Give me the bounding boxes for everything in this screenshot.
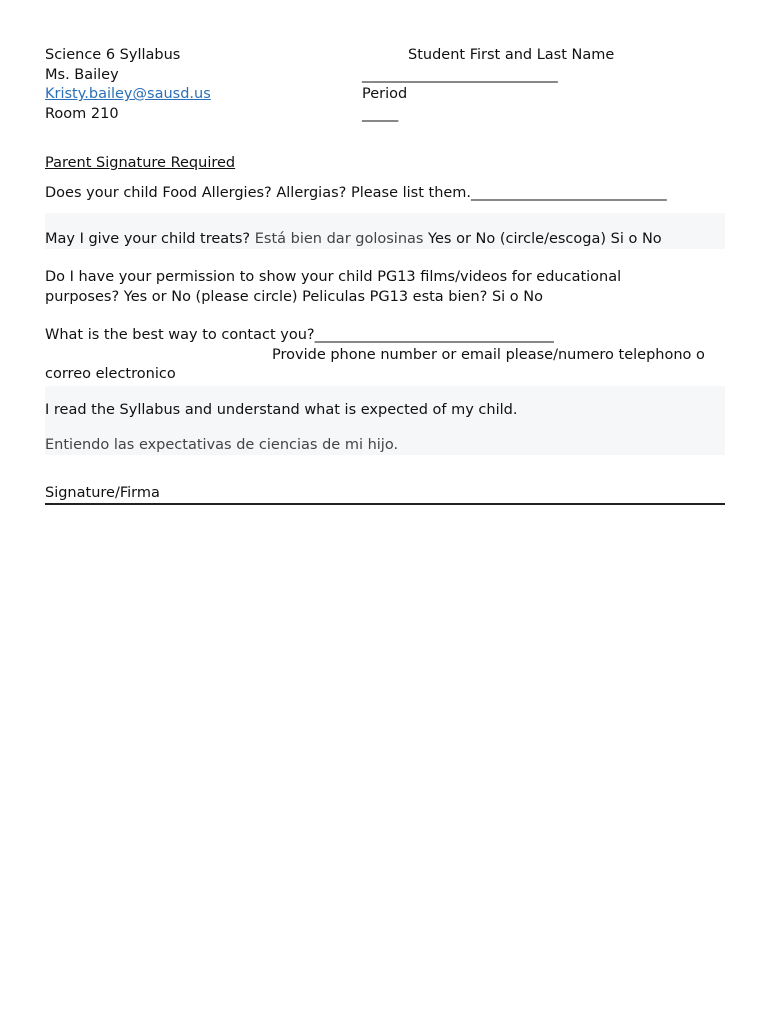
contact-blank[interactable]: _________________________________ xyxy=(314,327,554,343)
treats-question-en: May I give your child treats? xyxy=(45,231,255,247)
course-title: Science 6 Syllabus xyxy=(45,47,181,63)
signature-label: Signature/Firma xyxy=(45,485,160,501)
films-question-line2[interactable]: purposes? Yes or No (please circle) Peliculas PG13 esta bien? Si o No xyxy=(45,289,543,305)
contact-hint-line2: correo electronico xyxy=(45,366,176,382)
section-title: Parent Signature Required xyxy=(45,155,236,171)
teacher-email-link[interactable]: Kristy.bailey@sausd.us xyxy=(45,86,211,102)
treats-options[interactable]: Yes or No (circle/escoga) Si o No xyxy=(423,231,662,247)
contact-hint-line1: Provide phone number or email please/numero telephono o xyxy=(272,347,705,363)
syllabus-ack-en: I read the Syllabus and understand what is expected of my child. xyxy=(45,402,518,418)
student-name-blank[interactable]: ___________________________ xyxy=(362,67,558,83)
period-label: Period xyxy=(362,86,408,102)
treats-question-es: Está bien dar golosinas xyxy=(254,231,424,247)
contact-question xyxy=(45,326,554,345)
teacher-name: Ms. Bailey xyxy=(45,67,119,83)
allergies-question xyxy=(45,184,667,203)
signature-line[interactable] xyxy=(45,503,725,505)
room-number: Room 210 xyxy=(45,106,119,122)
allergies-question-text: Does your child Food Allergies? Allergias? Please list them. xyxy=(45,185,472,201)
period-blank[interactable]: _____ xyxy=(362,106,399,122)
films-question-line1: Do I have your permission to show your child PG13 films/videos for educational xyxy=(45,269,622,285)
syllabus-ack-es: Entiendo las expectativas de ciencias de mi hijo. xyxy=(45,437,399,453)
allergies-blank[interactable]: ___________________________ xyxy=(471,185,667,201)
contact-question-text: What is the best way to contact you? xyxy=(45,327,315,343)
student-name-label: Student First and Last Name xyxy=(408,47,615,63)
treats-question xyxy=(45,230,662,249)
